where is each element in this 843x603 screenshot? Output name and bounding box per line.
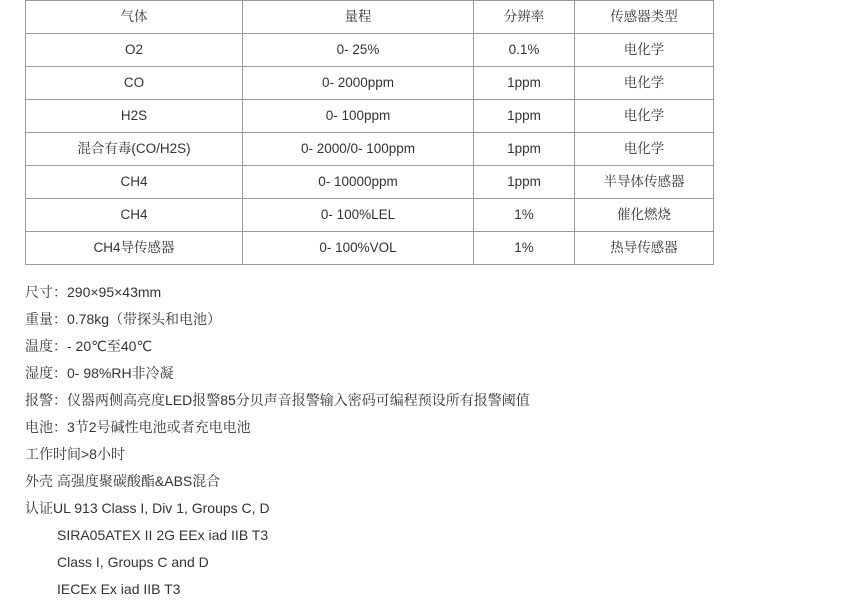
cell-resolution: 1ppm bbox=[474, 100, 575, 133]
cell-gas: CH4 bbox=[26, 199, 243, 232]
cell-range: 0- 10000ppm bbox=[243, 166, 474, 199]
spec-line-certification-iecex: IECEx Ex iad IIB T3 bbox=[57, 581, 181, 597]
cell-resolution: 1% bbox=[474, 199, 575, 232]
table-row bbox=[26, 232, 714, 265]
table-row bbox=[26, 166, 714, 199]
cell-sensor-type: 电化学 bbox=[575, 133, 714, 166]
specification-list bbox=[25, 279, 843, 603]
cell-gas: H2S bbox=[26, 100, 243, 133]
table-body bbox=[26, 1, 714, 265]
cell-gas: 混合有毒(CO/H2S) bbox=[26, 133, 243, 166]
cell-gas: CH4 bbox=[26, 166, 243, 199]
cell-range: 0- 100ppm bbox=[243, 100, 474, 133]
cell-resolution: 0.1% bbox=[474, 34, 575, 67]
cell-resolution: 1ppm bbox=[474, 166, 575, 199]
cell-sensor-type: 催化燃烧 bbox=[575, 199, 714, 232]
cell-resolution: 1ppm bbox=[474, 67, 575, 100]
column-header-gas: 气体 bbox=[26, 1, 243, 34]
table-row bbox=[26, 34, 714, 67]
spec-line-certification-atex: SIRA05ATEX II 2G EEx iad IIB T3 bbox=[57, 527, 269, 543]
gas-specification-table bbox=[25, 0, 714, 265]
column-header-range: 量程 bbox=[243, 1, 474, 34]
column-header-resolution: 分辨率 bbox=[474, 1, 575, 34]
spec-line-runtime: 工作时间>8小时 bbox=[25, 446, 125, 462]
spec-line-humidity: 湿度：0- 98%RH非冷凝 bbox=[25, 365, 174, 381]
cell-range: 0- 25% bbox=[243, 34, 474, 67]
table-header-row bbox=[26, 1, 714, 34]
cell-sensor-type: 电化学 bbox=[575, 67, 714, 100]
spec-line-temperature: 温度：- 20℃至40℃ bbox=[25, 338, 153, 354]
spec-line-battery: 电池：3节2号碱性电池或者充电电池 bbox=[25, 419, 251, 435]
spec-line-alarm: 报警：仪器两侧高亮度LED报警85分贝声音报警输入密码可编程预设所有报警阈值 bbox=[25, 392, 530, 408]
cell-sensor-type: 电化学 bbox=[575, 100, 714, 133]
cell-resolution: 1ppm bbox=[474, 133, 575, 166]
spec-line-housing: 外壳 高强度聚碳酸酯&ABS混合 bbox=[25, 473, 221, 489]
cell-range: 0- 2000/0- 100ppm bbox=[243, 133, 474, 166]
cell-sensor-type: 半导体传感器 bbox=[575, 166, 714, 199]
cell-gas: O2 bbox=[26, 34, 243, 67]
table-row bbox=[26, 133, 714, 166]
cell-gas: CH4导传感器 bbox=[26, 232, 243, 265]
cell-resolution: 1% bbox=[474, 232, 575, 265]
cell-sensor-type: 热导传感器 bbox=[575, 232, 714, 265]
column-header-sensor-type: 传感器类型 bbox=[575, 1, 714, 34]
cell-gas: CO bbox=[26, 67, 243, 100]
spec-line-weight: 重量：0.78kg（带探头和电池） bbox=[25, 311, 222, 327]
table-row bbox=[26, 199, 714, 232]
spec-line-certification: 认证UL 913 Class I, Div 1, Groups C, D bbox=[25, 500, 270, 516]
table-row bbox=[26, 67, 714, 100]
cell-sensor-type: 电化学 bbox=[575, 34, 714, 67]
table-row bbox=[26, 100, 714, 133]
spec-line-dimensions: 尺寸：290×95×43mm bbox=[25, 284, 162, 300]
spec-line-certification-class: Class I, Groups C and D bbox=[57, 554, 209, 570]
cell-range: 0- 2000ppm bbox=[243, 67, 474, 100]
cell-range: 0- 100%VOL bbox=[243, 232, 474, 265]
cell-range: 0- 100%LEL bbox=[243, 199, 474, 232]
